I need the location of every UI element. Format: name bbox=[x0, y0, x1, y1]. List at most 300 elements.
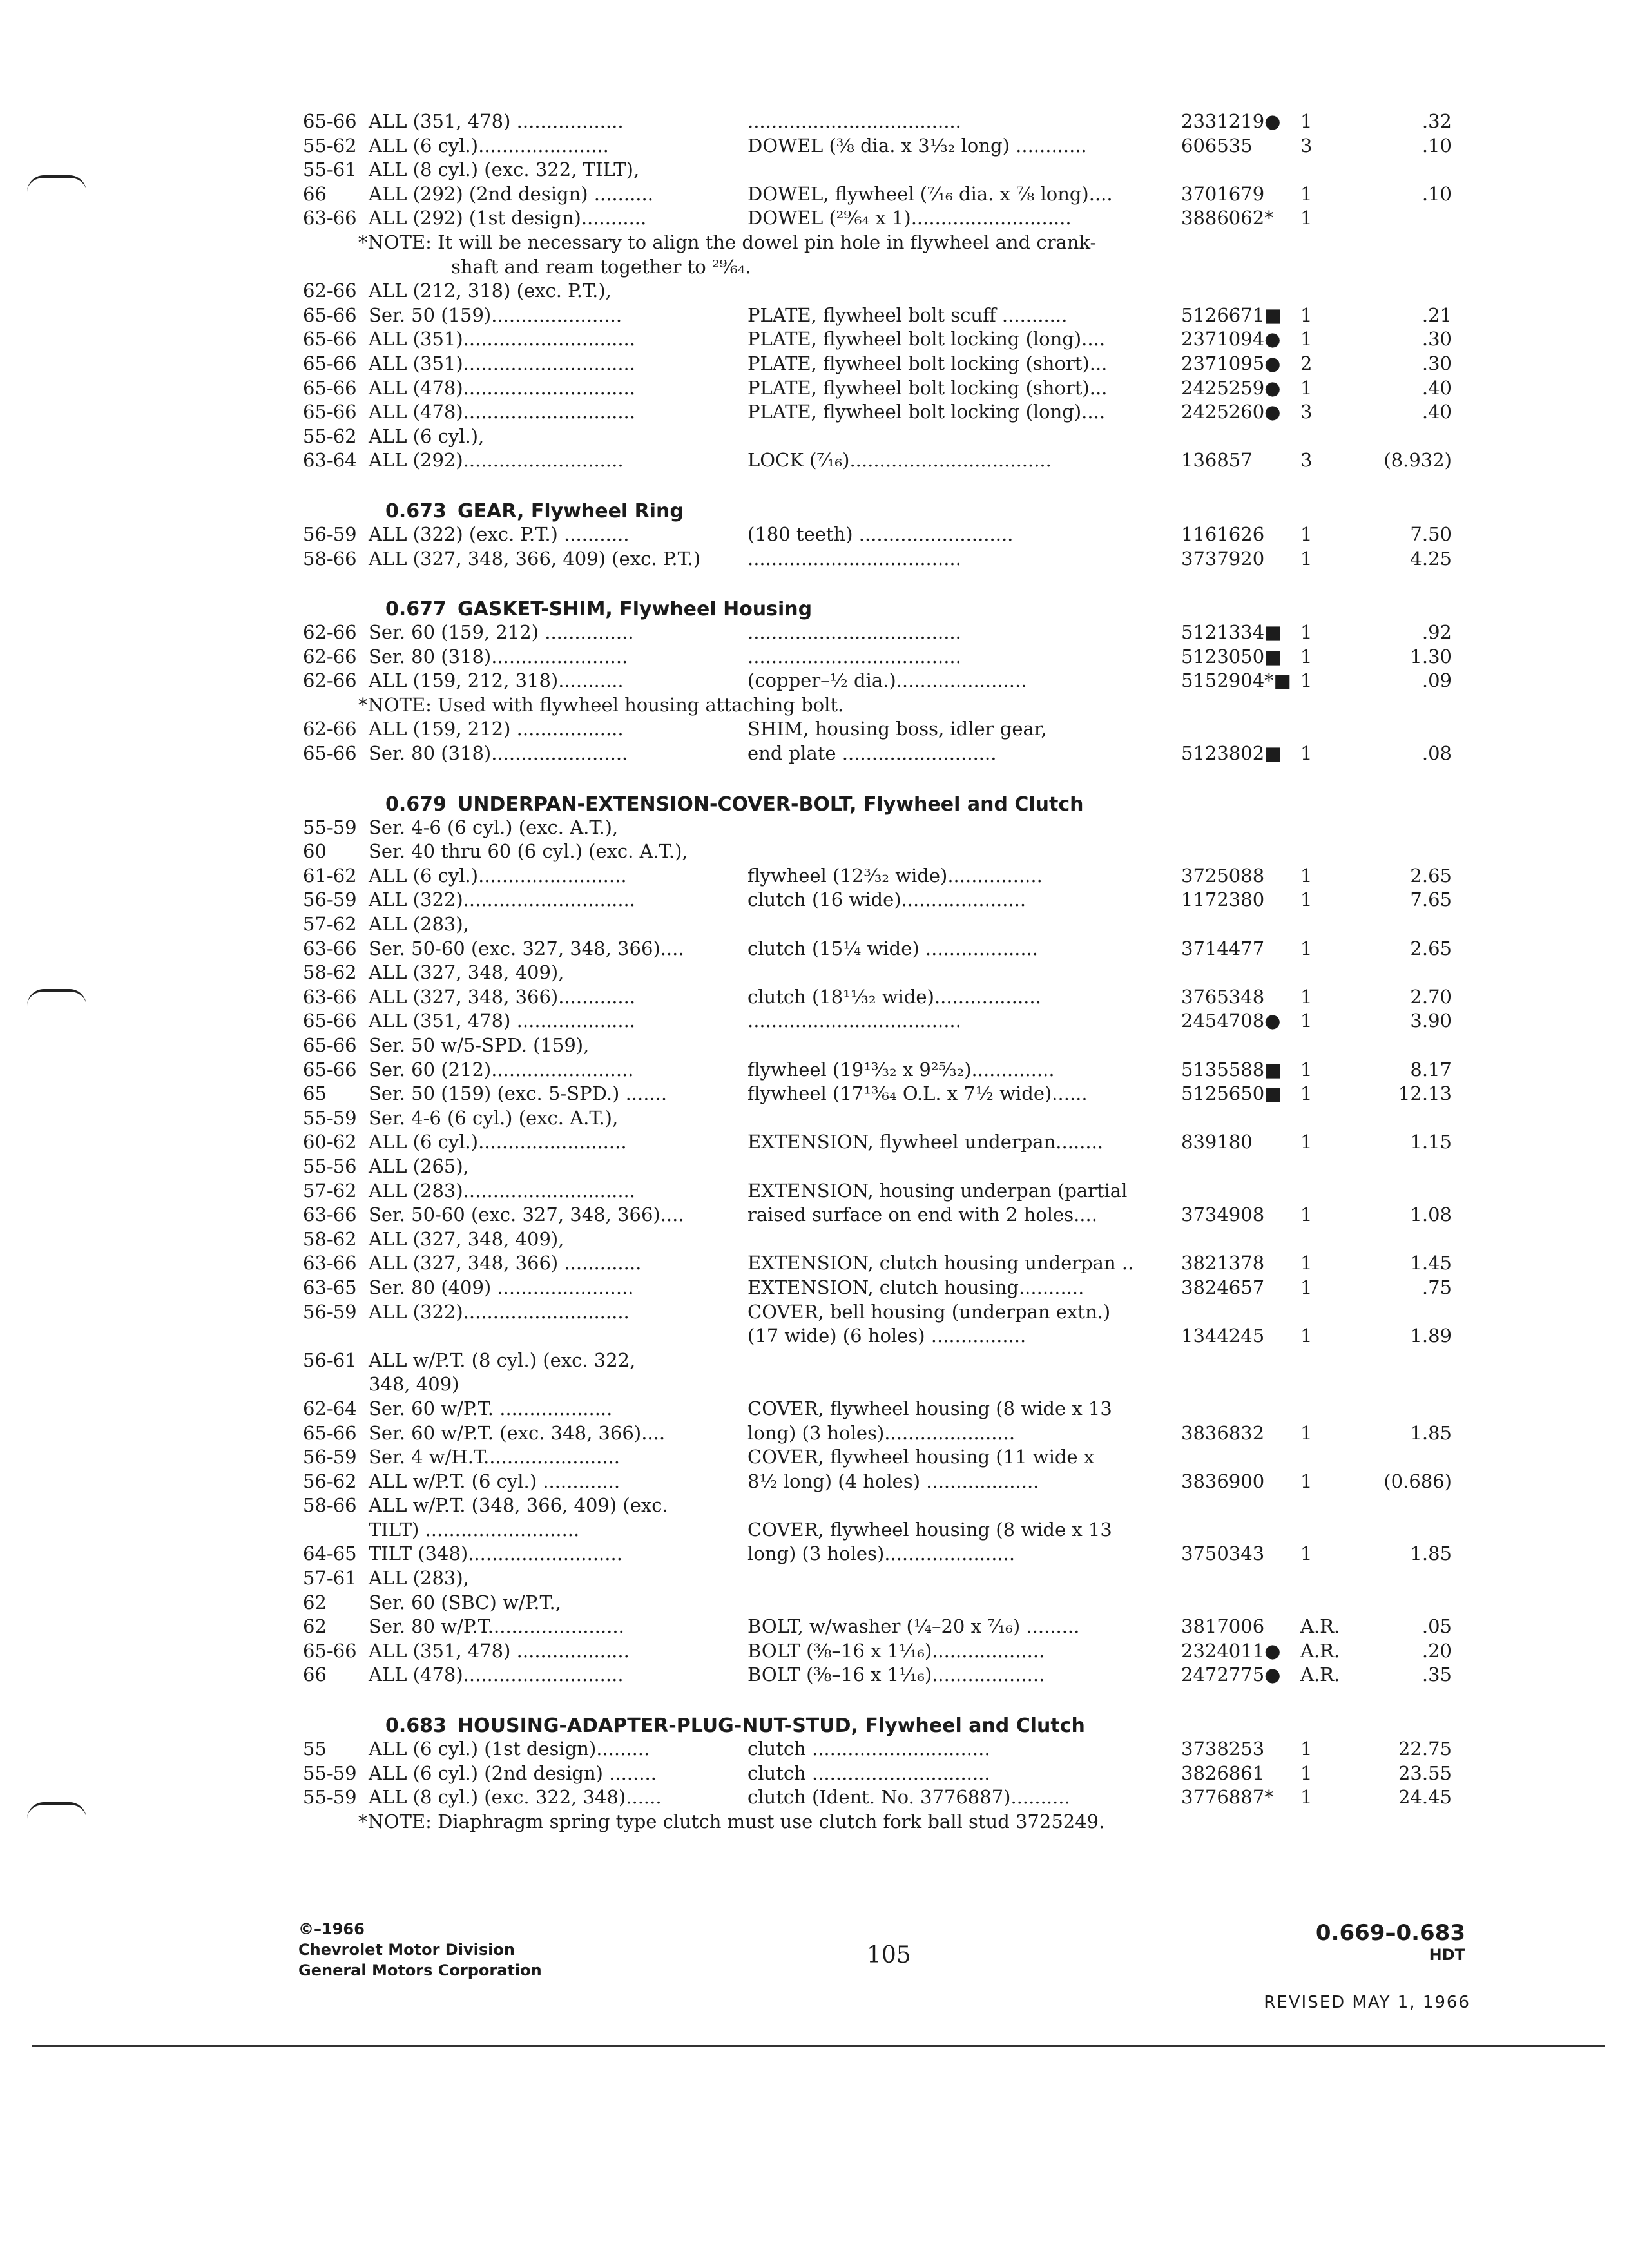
application: ALL (478)............................. bbox=[369, 401, 635, 423]
part-row bbox=[0, 1251, 1629, 1276]
model-years: 63-66 bbox=[303, 985, 357, 1008]
application: Ser. 60 (SBC) w/P.T., bbox=[369, 1591, 561, 1613]
part-number: 1161626 bbox=[1181, 523, 1265, 545]
part-row bbox=[0, 840, 1629, 864]
price: .08 bbox=[1422, 742, 1452, 765]
price: 1.15 bbox=[1410, 1131, 1452, 1153]
part-description: flywheel (12³⁄₃₂ wide)................ bbox=[747, 864, 1043, 887]
publisher-corporation: General Motors Corporation bbox=[298, 1961, 542, 1979]
price: 1.45 bbox=[1410, 1252, 1452, 1274]
part-row bbox=[0, 912, 1629, 937]
application: Ser. 4-6 (6 cyl.) (exc. A.T.), bbox=[369, 816, 619, 838]
price: 1.08 bbox=[1410, 1204, 1452, 1226]
section-header bbox=[0, 593, 1629, 620]
quantity: 1 bbox=[1300, 1082, 1313, 1105]
application: ALL (8 cyl.) (exc. 322, TILT), bbox=[369, 159, 640, 181]
part-description: clutch (18¹¹⁄₃₂ wide).................. bbox=[747, 985, 1041, 1008]
application: Ser. 50-60 (exc. 327, 348, 366).... bbox=[369, 1204, 684, 1226]
part-row bbox=[0, 206, 1629, 231]
model-years: 60-62 bbox=[303, 1131, 357, 1153]
model-years: 65-66 bbox=[303, 303, 357, 326]
price: 24.45 bbox=[1398, 1786, 1452, 1809]
section-range: 0.669–0.683 bbox=[1315, 1920, 1465, 1946]
section-header bbox=[0, 495, 1629, 523]
part-row bbox=[0, 523, 1629, 547]
quantity: A.R. bbox=[1300, 1639, 1340, 1662]
part-number: 5121334■ bbox=[1181, 621, 1282, 644]
part-row bbox=[0, 742, 1629, 766]
application: ALL (292) (2nd design) .......... bbox=[369, 182, 653, 205]
quantity: 1 bbox=[1300, 1421, 1313, 1444]
part-description: .................................... bbox=[747, 621, 961, 644]
model-years: 58-66 bbox=[303, 547, 357, 570]
section-title: GASKET-SHIM, Flywheel Housing bbox=[458, 598, 813, 621]
quantity: 1 bbox=[1300, 1204, 1313, 1226]
part-description: EXTENSION, housing underpan (partial bbox=[747, 1179, 1128, 1202]
model-years: 62-66 bbox=[303, 280, 357, 302]
model-years: 62-66 bbox=[303, 621, 357, 644]
quantity: 2 bbox=[1300, 352, 1313, 374]
price: 2.70 bbox=[1410, 985, 1452, 1008]
part-row bbox=[0, 1276, 1629, 1300]
quantity: 1 bbox=[1300, 1738, 1313, 1760]
price: .09 bbox=[1422, 669, 1452, 692]
application: ALL (351)............................. bbox=[369, 328, 635, 351]
price: .30 bbox=[1422, 352, 1452, 374]
model-years: 55-59 bbox=[303, 1106, 357, 1129]
part-description: BOLT (⅜–16 x 1¹⁄₁₆)................... bbox=[747, 1639, 1045, 1662]
section-range-block bbox=[1316, 1920, 1465, 1964]
quantity: 1 bbox=[1300, 110, 1313, 132]
section-title: HOUSING-ADAPTER-PLUG-NUT-STUD, Flywheel and Clutch bbox=[458, 1715, 1085, 1738]
quantity: 1 bbox=[1300, 376, 1313, 399]
part-row bbox=[0, 1349, 1629, 1373]
part-row bbox=[0, 1203, 1629, 1227]
part-row bbox=[0, 1737, 1629, 1762]
quantity: 1 bbox=[1300, 985, 1313, 1008]
part-number: 3701679 bbox=[1181, 182, 1265, 205]
application: Ser. 4 w/H.T....................... bbox=[369, 1446, 621, 1468]
quantity: 1 bbox=[1300, 669, 1313, 692]
part-description: (17 wide) (6 holes) ................ bbox=[747, 1325, 1027, 1347]
part-description: DOWEL (⅜ dia. x 3¹⁄₃₂ long) ............ bbox=[747, 134, 1087, 157]
part-row bbox=[0, 1372, 1629, 1397]
application: ALL w/P.T. (348, 366, 409) (exc. bbox=[369, 1494, 668, 1517]
part-description: SHIM, housing boss, idler gear, bbox=[747, 718, 1047, 740]
application: Ser. 80 w/P.T....................... bbox=[369, 1615, 624, 1638]
model-years: 56-59 bbox=[303, 523, 357, 545]
model-years: 58-62 bbox=[303, 961, 357, 984]
part-row bbox=[0, 1227, 1629, 1252]
price: 2.65 bbox=[1410, 864, 1452, 887]
part-number: 3776887* bbox=[1181, 1786, 1274, 1809]
price: .10 bbox=[1422, 182, 1452, 205]
price: 1.85 bbox=[1410, 1542, 1452, 1565]
part-row bbox=[0, 1470, 1629, 1494]
part-description: flywheel (17¹³⁄₆₄ O.L. x 7½ wide)...... bbox=[747, 1082, 1088, 1105]
part-row bbox=[0, 937, 1629, 961]
model-years: 55-62 bbox=[303, 425, 357, 447]
part-row bbox=[0, 1615, 1629, 1639]
price: 7.65 bbox=[1410, 889, 1452, 911]
quantity: 1 bbox=[1300, 1058, 1313, 1081]
part-row bbox=[0, 645, 1629, 669]
part-row bbox=[0, 448, 1629, 473]
part-description: end plate .......................... bbox=[747, 742, 997, 765]
price: .32 bbox=[1422, 110, 1452, 132]
price: .35 bbox=[1422, 1664, 1452, 1686]
part-row bbox=[0, 816, 1629, 840]
part-number: 3826861 bbox=[1181, 1762, 1265, 1784]
part-row bbox=[0, 279, 1629, 303]
application: Ser. 50 w/5-SPD. (159), bbox=[369, 1034, 590, 1056]
model-years: 63-64 bbox=[303, 449, 357, 472]
part-row bbox=[0, 1058, 1629, 1082]
part-description: PLATE, flywheel bolt scuff ........... bbox=[747, 303, 1068, 326]
part-description: long) (3 holes)...................... bbox=[747, 1542, 1016, 1565]
application: ALL (327, 348, 409), bbox=[369, 1227, 564, 1250]
part-number: 2371095● bbox=[1181, 352, 1281, 374]
quantity: A.R. bbox=[1300, 1664, 1340, 1686]
part-number: 2472775● bbox=[1181, 1664, 1281, 1686]
quantity: 1 bbox=[1300, 1276, 1313, 1298]
model-years: 58-66 bbox=[303, 1494, 357, 1517]
quantity: 1 bbox=[1300, 207, 1313, 229]
model-years: 64-65 bbox=[303, 1542, 357, 1565]
publisher-division: Chevrolet Motor Division bbox=[298, 1941, 515, 1959]
quantity: 1 bbox=[1300, 328, 1313, 351]
part-number: 1344245 bbox=[1181, 1325, 1265, 1347]
part-number: 3824657 bbox=[1181, 1276, 1265, 1298]
part-number: 5125650■ bbox=[1181, 1082, 1282, 1105]
quantity: 1 bbox=[1300, 1131, 1313, 1153]
part-row bbox=[0, 864, 1629, 889]
part-description: clutch .............................. bbox=[747, 1762, 990, 1784]
price: 3.90 bbox=[1410, 1010, 1452, 1032]
part-number: 5123050■ bbox=[1181, 645, 1282, 668]
note-row bbox=[0, 693, 1629, 718]
part-number: 5152904*■ bbox=[1181, 669, 1292, 692]
part-row bbox=[0, 1106, 1629, 1131]
application: ALL (6 cyl.)......................... bbox=[369, 864, 627, 887]
part-number: 3737920 bbox=[1181, 547, 1265, 570]
application: ALL (265), bbox=[369, 1155, 469, 1177]
model-years: 63-66 bbox=[303, 1204, 357, 1226]
part-row bbox=[0, 182, 1629, 207]
application: Ser. 80 (318)....................... bbox=[369, 645, 628, 668]
application: ALL (6 cyl.), bbox=[369, 425, 485, 447]
quantity: A.R. bbox=[1300, 1615, 1340, 1638]
part-row bbox=[0, 1033, 1629, 1058]
application: ALL (351, 478) ................... bbox=[369, 1639, 630, 1662]
quantity: 3 bbox=[1300, 134, 1313, 157]
part-row bbox=[0, 1082, 1629, 1106]
application: Ser. 60 w/P.T. (exc. 348, 366).... bbox=[369, 1421, 666, 1444]
quantity: 1 bbox=[1300, 547, 1313, 570]
part-row bbox=[0, 352, 1629, 376]
section-number: 0.683 bbox=[385, 1715, 447, 1738]
price: 2.65 bbox=[1410, 937, 1452, 959]
part-row bbox=[0, 717, 1629, 742]
part-row bbox=[0, 327, 1629, 352]
part-number: 3821378 bbox=[1181, 1252, 1265, 1274]
note-text: shaft and ream together to ²⁹⁄₆₄. bbox=[451, 255, 751, 278]
application: ALL (322)............................ bbox=[369, 1300, 630, 1323]
part-row bbox=[0, 1324, 1629, 1349]
part-row bbox=[0, 1542, 1629, 1566]
model-years: 56-59 bbox=[303, 1300, 357, 1323]
application: Ser. 50-60 (exc. 327, 348, 366).... bbox=[369, 937, 684, 959]
section-title: GEAR, Flywheel Ring bbox=[458, 499, 684, 523]
part-description: flywheel (19¹³⁄₃₂ x 9²⁵⁄₃₂).............. bbox=[747, 1058, 1055, 1081]
part-number: 839180 bbox=[1181, 1131, 1253, 1153]
price: (8.932) bbox=[1383, 449, 1452, 472]
part-description: COVER, flywheel housing (11 wide x bbox=[747, 1446, 1095, 1468]
part-number: 5123802■ bbox=[1181, 742, 1282, 765]
model-years: 55-61 bbox=[303, 159, 357, 181]
price: 22.75 bbox=[1398, 1738, 1452, 1760]
model-years: 62-66 bbox=[303, 669, 357, 692]
part-row bbox=[0, 158, 1629, 182]
application: ALL (6 cyl.) (1st design)......... bbox=[369, 1738, 650, 1760]
application: ALL (478)........................... bbox=[369, 1664, 624, 1686]
price: 1.89 bbox=[1410, 1325, 1452, 1347]
part-number: 3725088 bbox=[1181, 864, 1265, 887]
application: ALL (351)............................. bbox=[369, 352, 635, 374]
part-description: clutch .............................. bbox=[747, 1738, 990, 1760]
quantity: 1 bbox=[1300, 1542, 1313, 1565]
price: 1.30 bbox=[1410, 645, 1452, 668]
price: 1.85 bbox=[1410, 1421, 1452, 1444]
price: .30 bbox=[1422, 328, 1452, 351]
model-years: 63-66 bbox=[303, 207, 357, 229]
price: .75 bbox=[1422, 1276, 1452, 1298]
note-row bbox=[0, 1810, 1629, 1834]
part-number: 3765348 bbox=[1181, 985, 1265, 1008]
part-row bbox=[0, 1155, 1629, 1179]
part-number: 2371094● bbox=[1181, 328, 1281, 351]
part-row bbox=[0, 961, 1629, 985]
price: .20 bbox=[1422, 1639, 1452, 1662]
part-number: 2425259● bbox=[1181, 376, 1281, 399]
model-years: 65-66 bbox=[303, 328, 357, 351]
model-years: 56-62 bbox=[303, 1470, 357, 1492]
application: ALL (478)............................. bbox=[369, 376, 635, 399]
part-number: 3836832 bbox=[1181, 1421, 1265, 1444]
part-number: 2425260● bbox=[1181, 401, 1281, 423]
application: 348, 409) bbox=[369, 1373, 459, 1396]
application: ALL (6 cyl.)...................... bbox=[369, 134, 609, 157]
part-row bbox=[0, 425, 1629, 449]
model-years: 62-64 bbox=[303, 1397, 357, 1419]
part-row bbox=[0, 1566, 1629, 1591]
part-description: .................................... bbox=[747, 547, 961, 570]
note-text: *NOTE: Used with flywheel housing attaching bolt. bbox=[358, 693, 844, 716]
part-description: clutch (16 wide)..................... bbox=[747, 889, 1027, 911]
model-years: 66 bbox=[303, 182, 327, 205]
part-row bbox=[0, 400, 1629, 425]
part-row bbox=[0, 1494, 1629, 1518]
application: ALL (283), bbox=[369, 913, 469, 936]
part-number: 5135588■ bbox=[1181, 1058, 1282, 1081]
part-description: .................................... bbox=[747, 110, 961, 132]
quantity: 1 bbox=[1300, 937, 1313, 959]
application: ALL (292)........................... bbox=[369, 449, 624, 472]
application: ALL w/P.T. (8 cyl.) (exc. 322, bbox=[369, 1349, 636, 1371]
part-number: 3836900 bbox=[1181, 1470, 1265, 1492]
part-description: COVER, flywheel housing (8 wide x 13 bbox=[747, 1518, 1112, 1541]
quantity: 1 bbox=[1300, 1762, 1313, 1784]
application: ALL (292) (1st design)........... bbox=[369, 207, 647, 229]
model-years: 56-59 bbox=[303, 1446, 357, 1468]
application: ALL (283), bbox=[369, 1567, 469, 1590]
part-description: PLATE, flywheel bolt locking (short)... bbox=[747, 376, 1108, 399]
model-years: 65-66 bbox=[303, 352, 357, 374]
part-number: 136857 bbox=[1181, 449, 1253, 472]
quantity: 1 bbox=[1300, 523, 1313, 545]
application: ALL (6 cyl.)......................... bbox=[369, 1131, 627, 1153]
part-number: 3886062* bbox=[1181, 207, 1274, 229]
part-row bbox=[0, 1591, 1629, 1615]
model-years: 63-66 bbox=[303, 1252, 357, 1274]
part-description: COVER, flywheel housing (8 wide x 13 bbox=[747, 1397, 1112, 1419]
application: ALL (322) (exc. P.T.) ........... bbox=[369, 523, 630, 545]
part-number: 3817006 bbox=[1181, 1615, 1265, 1638]
price: .40 bbox=[1422, 401, 1452, 423]
part-row bbox=[0, 1130, 1629, 1155]
quantity: 3 bbox=[1300, 449, 1313, 472]
part-row bbox=[0, 134, 1629, 159]
model-years: 66 bbox=[303, 1664, 327, 1686]
part-description: raised surface on end with 2 holes.... bbox=[747, 1204, 1097, 1226]
application: ALL (6 cyl.) (2nd design) ........ bbox=[369, 1762, 657, 1784]
application: ALL (322)............................. bbox=[369, 889, 635, 911]
part-number: 3714477 bbox=[1181, 937, 1265, 959]
note-row bbox=[0, 231, 1629, 255]
application: ALL (351, 478) .................... bbox=[369, 1010, 636, 1032]
part-description: (180 teeth) .......................... bbox=[747, 523, 1014, 545]
revision-date: REVISED MAY 1, 1966 bbox=[1264, 1993, 1470, 2012]
section-number: 0.677 bbox=[385, 598, 447, 621]
part-row bbox=[0, 1518, 1629, 1542]
model-years: 62-66 bbox=[303, 718, 357, 740]
model-years: 65-66 bbox=[303, 376, 357, 399]
part-row bbox=[0, 1445, 1629, 1470]
quantity: 1 bbox=[1300, 1470, 1313, 1492]
model-years: 60 bbox=[303, 840, 327, 863]
part-row bbox=[0, 669, 1629, 693]
section-header bbox=[0, 788, 1629, 816]
application: ALL (8 cyl.) (exc. 322, 348)...... bbox=[369, 1786, 662, 1809]
application: Ser. 60 (159, 212) ............... bbox=[369, 621, 634, 644]
model-years: 65-66 bbox=[303, 1058, 357, 1081]
part-number: 1172380 bbox=[1181, 889, 1265, 911]
note-text: *NOTE: It will be necessary to align the dowel pin hole in flywheel and crank- bbox=[358, 231, 1097, 253]
quantity: 1 bbox=[1300, 303, 1313, 326]
price: .05 bbox=[1422, 1615, 1452, 1638]
publisher-block bbox=[298, 1919, 542, 1981]
part-description: DOWEL, flywheel (⁷⁄₁₆ dia. x ⅞ long).... bbox=[747, 182, 1113, 205]
price: 7.50 bbox=[1410, 523, 1452, 545]
part-row bbox=[0, 1300, 1629, 1325]
section-number: 0.679 bbox=[385, 793, 447, 816]
model-years: 57-62 bbox=[303, 913, 357, 936]
model-years: 62-66 bbox=[303, 645, 357, 668]
quantity: 1 bbox=[1300, 182, 1313, 205]
model-years: 61-62 bbox=[303, 864, 357, 887]
model-years: 62 bbox=[303, 1615, 327, 1638]
model-years: 56-59 bbox=[303, 889, 357, 911]
part-row bbox=[0, 1663, 1629, 1687]
quantity: 1 bbox=[1300, 742, 1313, 765]
price: .10 bbox=[1422, 134, 1452, 157]
quantity: 1 bbox=[1300, 1325, 1313, 1347]
quantity: 1 bbox=[1300, 1252, 1313, 1274]
part-number: 5126671■ bbox=[1181, 303, 1282, 326]
quantity: 1 bbox=[1300, 645, 1313, 668]
application: ALL (327, 348, 366) ............. bbox=[369, 1252, 642, 1274]
quantity: 1 bbox=[1300, 621, 1313, 644]
application: ALL (327, 348, 366, 409) (exc. P.T.) bbox=[369, 547, 701, 570]
application: ALL (283)............................. bbox=[369, 1179, 635, 1202]
model-years: 65-66 bbox=[303, 1639, 357, 1662]
part-description: EXTENSION, flywheel underpan........ bbox=[747, 1131, 1104, 1153]
model-years: 65-66 bbox=[303, 401, 357, 423]
model-years: 55 bbox=[303, 1738, 327, 1760]
copyright: ©–1966 bbox=[298, 1920, 365, 1938]
part-description: COVER, bell housing (underpan extn.) bbox=[747, 1300, 1111, 1323]
application: ALL (327, 348, 409), bbox=[369, 961, 564, 984]
application: Ser. 40 thru 60 (6 cyl.) (exc. A.T.), bbox=[369, 840, 688, 863]
model-years: 55-62 bbox=[303, 134, 357, 157]
part-number: 606535 bbox=[1181, 134, 1253, 157]
model-years: 55-59 bbox=[303, 816, 357, 838]
model-years: 62 bbox=[303, 1591, 327, 1613]
part-row bbox=[0, 1009, 1629, 1033]
part-row bbox=[0, 303, 1629, 328]
application: Ser. 80 (318)....................... bbox=[369, 742, 628, 765]
application: Ser. 60 w/P.T. ................... bbox=[369, 1397, 613, 1419]
part-row bbox=[0, 110, 1629, 134]
model-years: 58-62 bbox=[303, 1227, 357, 1250]
application: Ser. 50 (159) (exc. 5-SPD.) ....... bbox=[369, 1082, 668, 1105]
section-number: 0.673 bbox=[385, 499, 447, 523]
application: ALL w/P.T. (6 cyl.) ............. bbox=[369, 1470, 621, 1492]
price: (0.686) bbox=[1383, 1470, 1452, 1492]
price: .40 bbox=[1422, 376, 1452, 399]
catalog-code: HDT bbox=[1429, 1946, 1465, 1964]
part-description: 8½ long) (4 holes) ................... bbox=[747, 1470, 1039, 1492]
part-description: BOLT, w/washer (¼–20 x ⁷⁄₁₆) ......... bbox=[747, 1615, 1080, 1638]
part-description: clutch (Ident. No. 3776887).......... bbox=[747, 1786, 1070, 1809]
page-number: 105 bbox=[867, 1942, 911, 1968]
quantity: 1 bbox=[1300, 1010, 1313, 1032]
model-years: 55-59 bbox=[303, 1786, 357, 1809]
note-row bbox=[0, 255, 1629, 280]
model-years: 57-61 bbox=[303, 1567, 357, 1590]
model-years: 56-61 bbox=[303, 1349, 357, 1371]
part-description: .................................... bbox=[747, 1010, 961, 1032]
section-title: UNDERPAN-EXTENSION-COVER-BOLT, Flywheel and Clutch bbox=[458, 793, 1084, 816]
application: ALL (212, 318) (exc. P.T.), bbox=[369, 280, 612, 302]
application: Ser. 80 (409) ....................... bbox=[369, 1276, 634, 1298]
part-row bbox=[0, 620, 1629, 645]
model-years: 65-66 bbox=[303, 110, 357, 132]
part-description: DOWEL (²⁹⁄₆₄ x 1)........................... bbox=[747, 207, 1072, 229]
part-description: long) (3 holes)...................... bbox=[747, 1421, 1016, 1444]
model-years: 57-62 bbox=[303, 1179, 357, 1202]
model-years: 55-59 bbox=[303, 1762, 357, 1784]
